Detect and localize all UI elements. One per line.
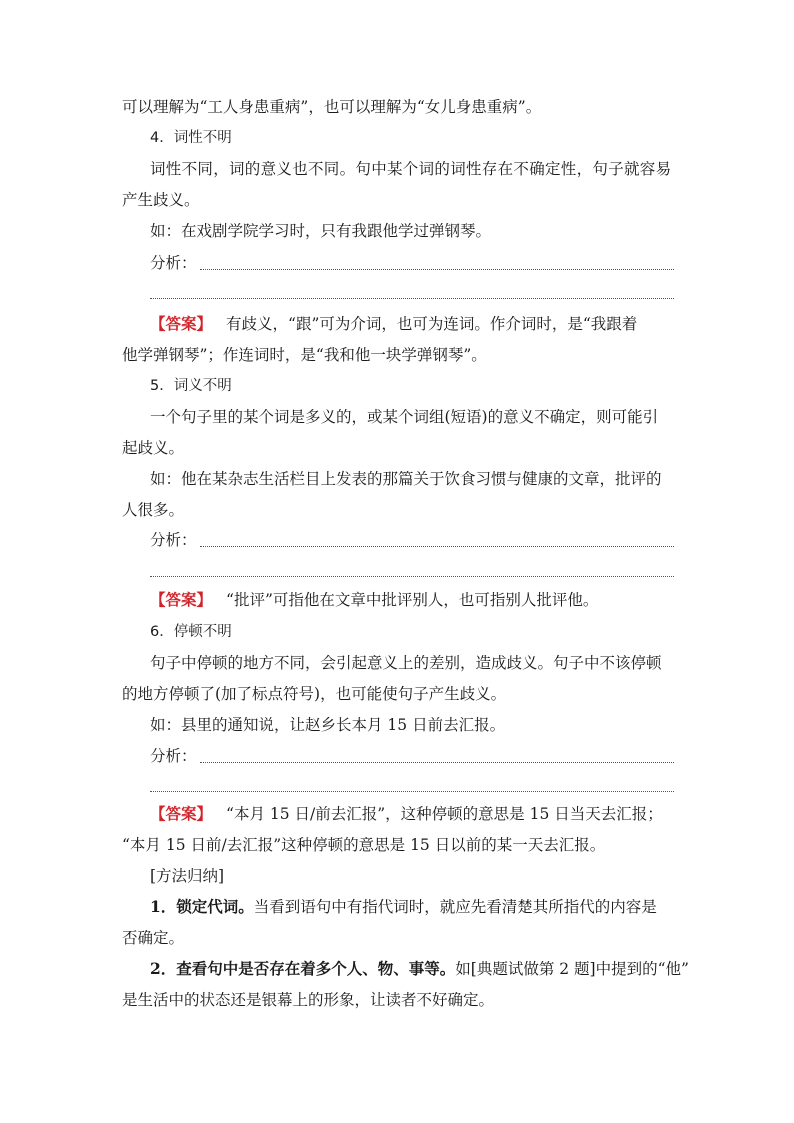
text-line: 词性不同，词的意义也不同。句中某个词的词性存在不确定性，句子就容易 [150, 160, 672, 178]
text-line: 否确定。 [122, 929, 185, 947]
section-heading-4: 4．词性不明 [150, 130, 232, 146]
answer-line [150, 804, 663, 824]
answer-blank-line [150, 791, 674, 792]
answer-label: 【答案】 [150, 590, 213, 609]
answer-text: “本月 15 日/前去汇报”，这种停顿的意思是 15 日当天去汇报； [226, 805, 663, 823]
answer-text: 有歧义，“跟”可为介词，也可为连词。作介词时，是“我跟着 [226, 315, 638, 333]
text-line: 他学弹钢琴”；作连词时，是“我和他一块学弹钢琴”。 [122, 346, 487, 364]
answer-text: “批评”可指他在文章中批评别人，也可指别人批评他。 [226, 591, 599, 609]
example-line: 如：在戏剧学院学习时，只有我跟他学过弹钢琴。 [150, 222, 492, 240]
example-line: 如：他在某杂志生活栏目上发表的那篇关于饮食习惯与健康的文章，批评的 [150, 470, 662, 488]
answer-blank-line [150, 298, 674, 299]
method-point-text: 如[典题试做第 2 题]中提到的“他” [455, 960, 689, 978]
text-line: 可以理解为“工人身患重病”，也可以理解为“女儿身患重病”。 [122, 98, 542, 116]
text-line: 句子中停顿的地方不同，会引起意义上的差别，造成歧义。句子中不该停顿 [150, 654, 662, 672]
text-line: 产生歧义。 [122, 191, 200, 209]
analysis-label: 分析： [150, 531, 197, 549]
answer-blank-line [200, 269, 674, 270]
analysis-label: 分析： [150, 254, 197, 272]
text-line: 起歧义。 [122, 439, 185, 457]
method-line [150, 897, 657, 917]
text-line: 是生活中的状态还是银幕上的形象，让读者不好确定。 [122, 991, 495, 1009]
text-line: “本月 15 日前/去汇报”这种停顿的意思是 15 日以前的某一天去汇报。 [122, 836, 606, 854]
section-heading-5: 5．词义不明 [150, 378, 232, 394]
answer-blank-line [150, 576, 674, 577]
answer-blank-line [200, 762, 674, 763]
answer-label: 【答案】 [150, 804, 213, 823]
answer-blank-line [200, 546, 674, 547]
answer-line [150, 590, 598, 610]
method-point-title: 2．查看句中是否存在着多个人、物、事等。 [150, 959, 456, 978]
answer-label: 【答案】 [150, 314, 213, 333]
method-point-text: 当看到语句中有指代词时，就应先看清楚其所指代的内容是 [253, 898, 657, 916]
text-line: 一个句子里的某个词是多义的，或某个词组(短语)的意义不确定，则可能引 [150, 408, 659, 426]
example-line: 如：县里的通知说，让赵乡长本月 15 日前去汇报。 [150, 716, 506, 734]
method-line [150, 959, 689, 979]
text-line: 人很多。 [122, 501, 185, 519]
method-point-title: 1．锁定代词。 [150, 897, 254, 916]
answer-line [150, 314, 637, 334]
analysis-label: 分析： [150, 747, 197, 765]
text-line: 的地方停顿了(加了标点符号)，也可能使句子产生歧义。 [122, 685, 507, 703]
method-heading: [方法归纳] [150, 867, 225, 885]
section-heading-6: 6．停顿不明 [150, 624, 232, 640]
